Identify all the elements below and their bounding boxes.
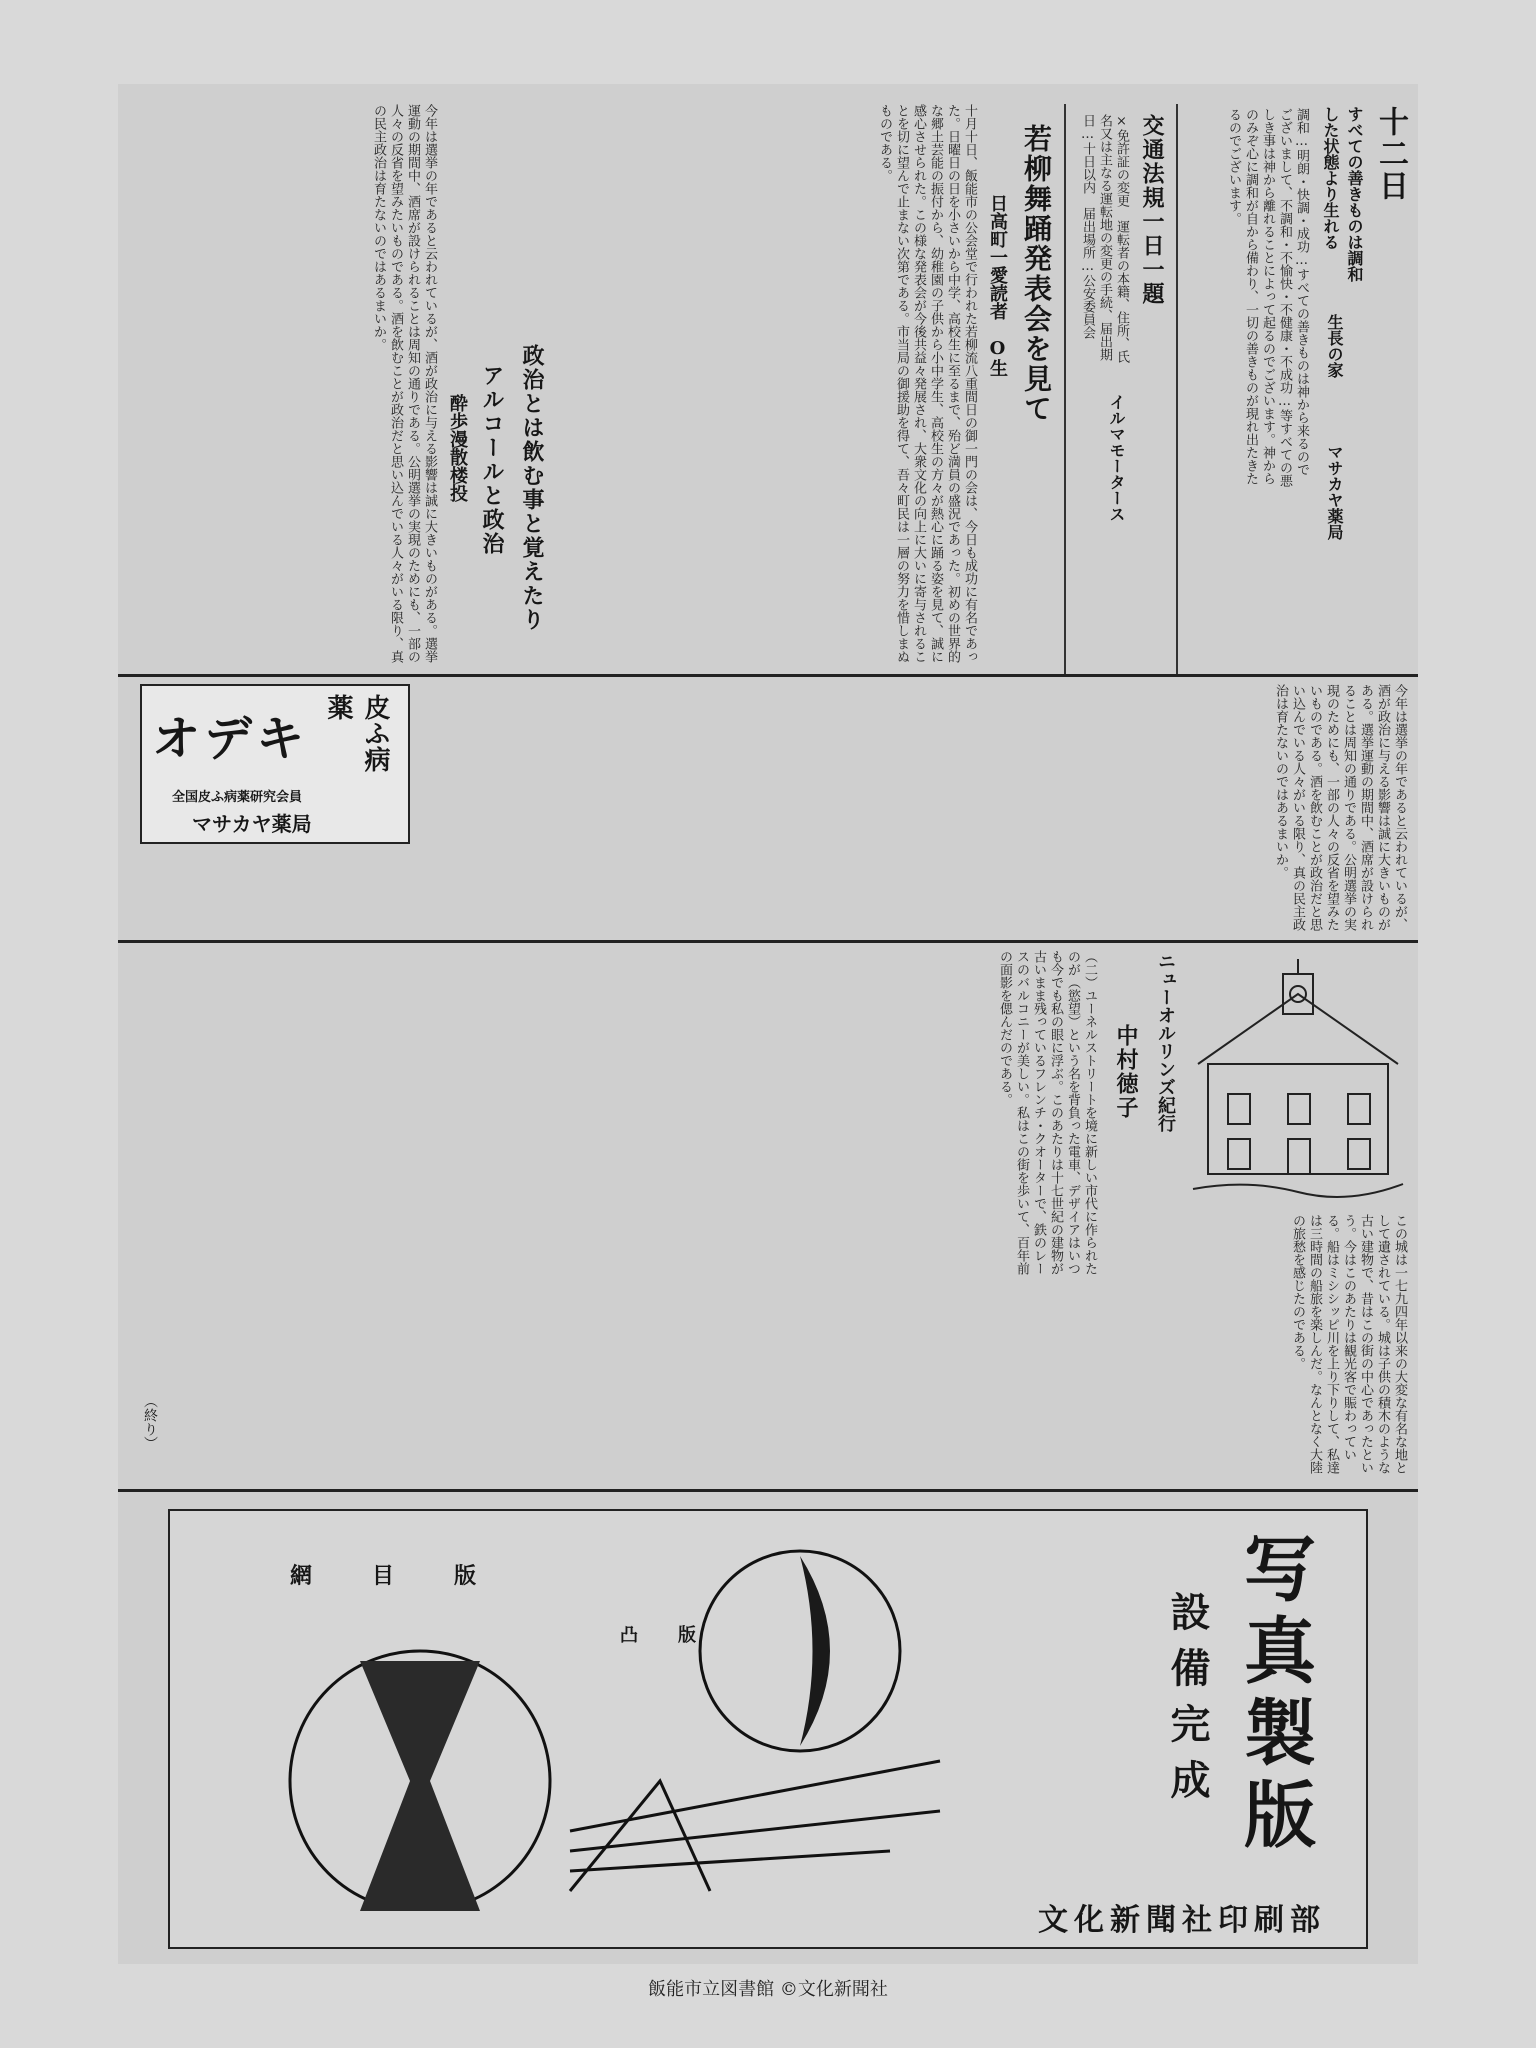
dance-title: 若柳舞踊発表会を見て (1020, 124, 1053, 424)
top-headline: すべての善きものは調和した状態より生れる (1321, 106, 1364, 282)
section-divider (118, 940, 1418, 943)
print-ad-title: 写真製版 (1232, 1531, 1317, 1859)
traffic-sponsor: イルマモータース (1107, 394, 1126, 522)
label-relief: 凸版 (620, 1625, 736, 1646)
politics-text: 今年は選挙の年であると云われているが、酒が政治に与える影響は誠に大きいものがある。選挙運動の期間中、酒席が設けられることは周知の通りである。公明選挙の実現のためにも、一部の人々の反省を望みたいものである。酒を飲むことが政治だと思い込んでいる人々がいる限り、真の民主政治は育たないのではあるまいか。 (371, 104, 437, 663)
dance-text: 十月十日、飯能市の公会堂で行われた若柳流八重間日の御一門の会は、今日も成功に有名であった。日曜日の日を小さいから中学、高校生に至るまで、殆ど満員の盛況であった。初めの世界的な郷土芸能の振付から、幼稚園の子供から小中学生、高校生の方々が熱心に踊る姿を見て、誠に感心させられた。この様な発表会が今後共益々発展され、大衆文化の向上に大いに寄与されることを切に望んで止まない次第である。市当局の御援助を得て、吾々町民は一層の努力を惜しまぬものである。 (877, 104, 977, 663)
politics-continued-text: 今年は選挙の年であると云われているが、酒が政治に与える影響は誠に大きいものがある。選挙運動の期間中、酒席が設けられることは周知の通りである。公明選挙の実現のためにも、一部の人々の反省を望みたいものである。酒を飲むことが政治だと思い込んでいる人々がいる限り、真の民主政治は育たないのではあるまいか。 (1273, 684, 1407, 931)
neworleans-author: 中村徳子 (1113, 1024, 1139, 1120)
politics-subtitle: アルコールと政治 (479, 364, 505, 556)
archive-footer: 飯能市立図書館 ©文化新聞社 (648, 1979, 888, 2000)
column-divider (1064, 104, 1066, 674)
section-divider (118, 674, 1418, 677)
odeki-title: オデキ (152, 711, 309, 767)
politics-title: 政治とは飲む事と覚えたり (519, 344, 545, 632)
label-mesh: 網目版 (290, 1563, 537, 1589)
column-divider (1176, 104, 1178, 674)
traffic-title: 交通法規一日一題 (1139, 114, 1165, 306)
print-ad-company: 文化新聞社印刷部 (1038, 1903, 1326, 1938)
top-right-text: 調和…明朗・快調・成功…すべての善きものは神から来るのでございまして、不調和・不愉快・不健康・不成功…等すべての悪しき事は神から離れることによって起るのでございます。神からのみぞ心に調和が自から備わり、一切の善きものが現れ出たきたるのでございます。 (1226, 108, 1309, 487)
odeki-ad (140, 684, 410, 844)
traffic-text: ×免許証の変更 運転者の本籍、住所、氏名又は主なる運転地の変更の手続、届出期日…十日以内 届出場所…公安委員会 (1080, 114, 1129, 363)
print-ad (168, 1509, 1368, 1949)
print-ad-subtitle: 設備完成 (1164, 1591, 1211, 1815)
neworleans-title: ニューオルリンズ紀行 (1155, 952, 1176, 1132)
dance-author: 日高町一愛読者 O生 (987, 194, 1008, 377)
odeki-line2: マサカヤ薬局 (192, 812, 312, 836)
odeki-subtitle: 皮ふ病薬 (323, 694, 390, 772)
politics-author: 酔歩漫散楼投 (447, 394, 468, 502)
section-divider (118, 1489, 1418, 1492)
odeki-line1: 全国皮ふ病薬研究会員 (172, 790, 303, 805)
neworleans-text1: （二）ユーネルストリートを境に新しい市代に作られたのが（慾望）という名を背負った電車、デザイアはいつも今でも私の眼に浮ぶ。このあたりは十七世紀の建物が古いまま残っているフレンチ・クオーターで、鉄のレースのバルコニーが美しい。私はこの街を歩いて、百年前の面影を偲んだのである。 (997, 950, 1097, 1275)
building-illustration (1188, 954, 1408, 1204)
sign-name: 生長の家 (1325, 314, 1344, 378)
sponsor-masakaya: マサカヤ薬局 (1325, 444, 1344, 540)
neworleans-text2: この城は一七九四年以来の大変な有名な地として遺されている。城は子供の積木のような古い建物で、昔はこの街の中心であったという。今はこのあたりは観光客で賑わっている。船はミシシッピ川を上り下りして、私達は三時間の船旅を楽しんだ。なんとなく大陸の旅愁を感じたのである。 (1290, 1214, 1407, 1474)
printing-graphic (240, 1531, 960, 1911)
newspaper-page (118, 84, 1418, 1964)
neworleans-end-mark: （終り） (142, 1394, 158, 1450)
page-number: 十二日 (1373, 106, 1408, 202)
